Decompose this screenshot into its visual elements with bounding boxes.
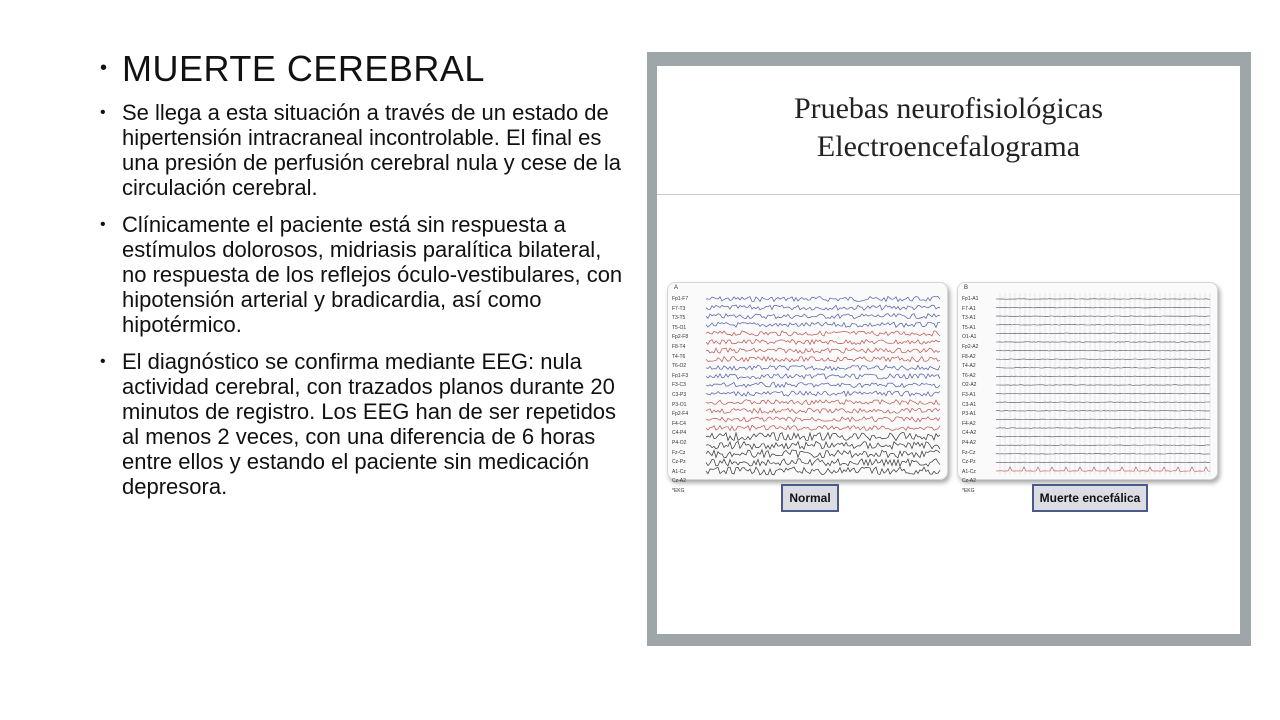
bullet-item <box>100 100 630 200</box>
eeg-trace <box>996 436 1210 437</box>
eeg-trace <box>996 325 1210 326</box>
lead-label: *EKG <box>962 487 975 494</box>
eeg-trace <box>706 408 940 413</box>
eeg-trace <box>706 314 940 319</box>
lead-label: C4-A2 <box>962 430 977 437</box>
eeg-trace <box>996 299 1210 300</box>
figure-title-line1: Pruebas neurofisiológicas <box>793 92 1104 125</box>
eeg-trace <box>996 454 1210 455</box>
eeg-trace <box>706 348 940 353</box>
ekg-trace <box>996 467 1210 471</box>
eeg-trace <box>706 417 940 422</box>
lead-label: C3-A1 <box>962 401 977 408</box>
lead-label: C4-P4 <box>672 430 687 437</box>
lead-label: T5-O1 <box>672 324 687 331</box>
lead-label: Fp1-F7 <box>672 296 689 302</box>
eeg-trace <box>996 445 1210 446</box>
eeg-trace <box>706 331 940 336</box>
lead-label: Cz-Pz <box>672 459 686 466</box>
eeg-trace <box>706 425 940 430</box>
eeg-figure <box>647 52 1251 646</box>
eeg-trace <box>706 441 940 449</box>
eeg-trace <box>706 365 940 370</box>
bullet-dot: • <box>100 353 106 370</box>
eeg-trace <box>706 467 940 475</box>
lead-label: *EKG <box>672 487 685 494</box>
eeg-trace <box>996 359 1210 360</box>
eeg-trace <box>706 339 940 344</box>
lead-label: T6-A2 <box>962 372 976 379</box>
eeg-trace <box>996 316 1210 317</box>
lead-label: P3-O1 <box>672 401 687 408</box>
eeg-trace <box>706 400 940 405</box>
eeg-trace <box>996 342 1210 343</box>
lead-label: F4-C4 <box>672 420 686 427</box>
lead-label: Cz-A2 <box>962 478 976 485</box>
lead-label: Cz-Pz <box>962 459 976 466</box>
lead-label: A1-Cz <box>672 468 686 475</box>
lead-label: O1-A1 <box>962 334 977 341</box>
bullet-item <box>100 349 630 499</box>
bullet-text: Se llega a esta situación a través de un estado de hipertensión intracraneal incontrolable. El final es una presión de perfusión cerebral nula y cese de la circulación cerebral. <box>122 100 621 200</box>
lead-label: Cz-A2 <box>672 478 686 485</box>
lead-label: Fp2-F4 <box>672 411 689 418</box>
bullet-dot: • <box>100 216 106 233</box>
lead-label: P4-A2 <box>962 439 976 446</box>
lead-label: Fz-Cz <box>962 449 976 456</box>
panel-letter: A <box>674 285 679 291</box>
lead-label: F4-A2 <box>962 420 976 427</box>
eeg-trace <box>996 385 1210 386</box>
eeg-trace <box>706 322 940 327</box>
lead-label: Fp1-F3 <box>672 372 689 379</box>
eeg-trace <box>996 462 1210 463</box>
eeg-trace <box>996 307 1210 308</box>
figure-title-line2: Electroencefalograma <box>816 130 1081 163</box>
lead-label: F3-C3 <box>672 382 686 389</box>
slide-title: MUERTE CEREBRAL <box>122 48 485 89</box>
text-column <box>100 48 630 511</box>
bullet-dot: • <box>100 57 108 79</box>
lead-label: T3-A1 <box>962 315 976 322</box>
eeg-panel-normal <box>667 282 948 494</box>
lead-label: Fp2-F8 <box>672 334 689 341</box>
lead-label: T4-A2 <box>962 363 976 370</box>
lead-label: F7-A1 <box>962 305 976 312</box>
eeg-trace <box>706 450 940 458</box>
eeg-trace <box>706 374 940 379</box>
lead-label: O2-A2 <box>962 382 977 389</box>
eeg-traces-normal <box>706 293 942 475</box>
caption-normal: Normal <box>781 484 839 512</box>
eeg-trace <box>706 391 940 396</box>
lead-label: T4-T6 <box>672 353 686 360</box>
title-row <box>100 48 630 90</box>
bullet-dot: • <box>100 104 106 121</box>
eeg-trace <box>996 419 1210 420</box>
lead-labels <box>672 295 702 496</box>
eeg-trace <box>996 411 1210 412</box>
eeg-figure-panel <box>657 66 1240 634</box>
lead-label: F3-A1 <box>962 391 976 398</box>
eeg-trace <box>996 402 1210 403</box>
eeg-trace <box>996 350 1210 351</box>
lead-label: C3-P3 <box>672 391 687 398</box>
eeg-trace <box>706 459 940 467</box>
eeg-trace <box>996 428 1210 429</box>
lead-label: F8-A2 <box>962 353 976 360</box>
eeg-trace <box>996 333 1210 334</box>
bullet-item <box>100 212 630 337</box>
eeg-trace <box>996 393 1210 394</box>
lead-label: F8-T4 <box>672 343 686 350</box>
eeg-traces-brain-death <box>996 293 1212 475</box>
lead-label: T6-O2 <box>672 363 687 370</box>
bullet-text: Clínicamente el paciente está sin respuesta a estímulos dolorosos, midriasis paralítica bilateral, no respuesta de los reflejos óculo-vestibulares, con hipotensión arterial y bradicardia, así como hipotérmico. <box>122 212 623 337</box>
lead-label: Fz-Cz <box>672 449 686 456</box>
eeg-trace <box>706 382 940 387</box>
caption-brain-death: Muerte encefálica <box>1032 484 1148 512</box>
figure-title <box>657 90 1240 166</box>
lead-label: F7-T3 <box>672 305 686 312</box>
lead-label: P3-A1 <box>962 411 976 418</box>
panel-letter: B <box>964 285 969 291</box>
lead-label: T5-A1 <box>962 324 976 331</box>
lead-label: Fp1-A1 <box>962 296 979 302</box>
lead-label: T3-T5 <box>672 315 686 322</box>
eeg-panel-brain-death <box>957 282 1218 494</box>
eeg-trace <box>706 433 940 441</box>
lead-label: A1-Cz <box>962 468 976 475</box>
bullet-text: El diagnóstico se confirma mediante EEG: nula actividad cerebral, con trazados planos durante 20 minutos de registro. Los EEG han de ser repetidos al menos 2 veces, con una diferencia de 6 horas entre ellos y estando el paciente sin medicación depresora. <box>122 349 617 499</box>
lead-label: P4-O2 <box>672 439 687 446</box>
figure-divider <box>657 194 1240 195</box>
eeg-trace <box>706 305 940 310</box>
eeg-trace <box>996 368 1210 369</box>
lead-label: Fp2-A2 <box>962 343 979 350</box>
lead-labels <box>962 295 992 496</box>
eeg-trace <box>706 296 940 301</box>
eeg-trace <box>706 357 940 362</box>
eeg-trace <box>996 376 1210 377</box>
